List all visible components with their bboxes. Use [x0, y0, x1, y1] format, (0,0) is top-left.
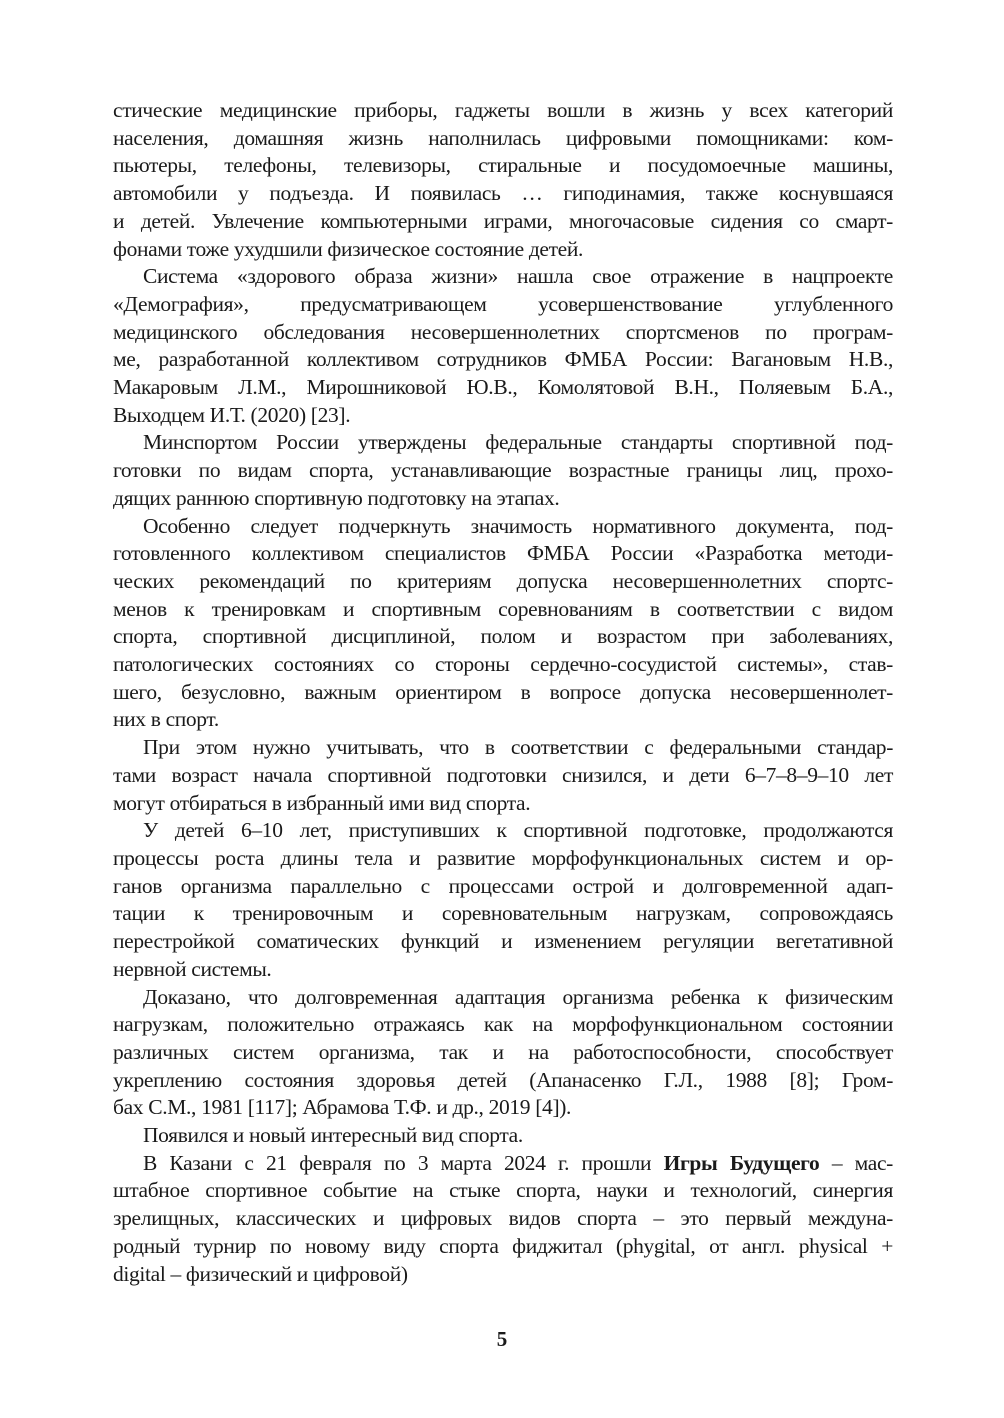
- text-line: «Демография», предусматривающем усовершенствование углубленного: [113, 291, 893, 316]
- text-line: различных систем организма, так и на работоспособности, способствует: [113, 1039, 893, 1064]
- page-number: 5: [496, 1327, 508, 1351]
- text-line: стические медицинские приборы, гаджеты вошли в жизнь у всех категорий: [113, 98, 893, 122]
- text-line: ческих рекомендаций по критериям допуска несовершеннолетних спортс-: [113, 568, 893, 593]
- text-line: зрелищных, классических и цифровых видов спорта – это первый междуна-: [113, 1206, 893, 1231]
- text-line: Система «здорового образа жизни» нашла свое отражение в нацпроекте: [143, 264, 893, 289]
- text-line: процессы роста длины тела и развитие морфофункциональных систем и ор-: [113, 845, 893, 870]
- text-line: них в спорт.: [113, 707, 219, 732]
- text-line: Появился и новый интересный вид спорта.: [143, 1123, 523, 1148]
- text-line: тации к тренировочным и соревновательным нагрузкам, сопровождаясь: [113, 901, 893, 926]
- text-line: [113, 1150, 893, 1178]
- text-segment: В Казани с 21 февраля по 3 марта 2024 г. прошли: [143, 1150, 664, 1175]
- paragraph: [113, 984, 893, 1123]
- text-line: медицинского обследования несовершеннолетних спортсменов по програм-: [113, 319, 893, 344]
- paragraph: [113, 97, 893, 263]
- text-line: автомобили у подъезда. И появилась … гиподинамия, также коснувшаяся: [113, 181, 893, 206]
- text-line: населения, домашняя жизнь наполнилась цифровыми помощниками: ком-: [113, 125, 893, 150]
- text-line: У детей 6–10 лет, приступивших к спортивной подготовке, продолжаются: [143, 818, 893, 843]
- text-line: дящих раннюю спортивную подготовку на этапах.: [113, 485, 560, 510]
- text-line: ганов организма параллельно с процессами острой и долговременной адап-: [113, 873, 893, 898]
- paragraph: [113, 1150, 893, 1289]
- paragraph: [113, 1122, 893, 1150]
- text-line: Выходцем И.Т. (2020) [23].: [113, 402, 351, 427]
- text-line: пьютеры, телефоны, телевизоры, стиральные и посудомоечные машины,: [113, 153, 893, 178]
- text-line: Особенно следует подчеркнуть значимость нормативного документа, под-: [143, 513, 893, 538]
- text-line: бах С.М., 1981 [117]; Абрамова Т.Ф. и др., 2019 [4]).: [113, 1095, 572, 1120]
- text-line: digital – физический и цифровой): [113, 1261, 408, 1286]
- text-line: готовки по видам спорта, устанавливающие возрастные границы лиц, прохо-: [113, 458, 893, 483]
- text-line: шего, безусловно, важным ориентиром в вопросе допуска несовершеннолет-: [113, 679, 893, 704]
- text-segment: – мас-: [819, 1150, 893, 1175]
- text-line: Минспортом России утверждены федеральные стандарты спортивной под-: [143, 430, 893, 455]
- text-line: ме, разработанной коллективом сотрудников ФМБА России: Вагановым Н.В.,: [113, 347, 893, 372]
- text-line: менов к тренировкам и спортивным соревнованиям в соответствии с видом: [113, 596, 893, 621]
- paragraph: [113, 734, 893, 817]
- text-line: фонами тоже ухудшили физическое состояние детей.: [113, 236, 584, 261]
- text-line: могут отбираться в избранный ими вид спорта.: [113, 790, 531, 815]
- page-body: [113, 97, 893, 1288]
- text-line: нагрузкам, положительно отражаясь как на морфофункциональном состоянии: [113, 1012, 893, 1037]
- bold-term: Игры Будущего: [663, 1150, 820, 1175]
- text-line: патологических состояниях со стороны сердечно-сосудистой системы», став-: [113, 652, 893, 677]
- text-line: штабное спортивное событие на стыке спорта, науки и технологий, синергия: [113, 1178, 893, 1203]
- text-line: При этом нужно учитывать, что в соответствии с федеральными стандар-: [143, 735, 893, 760]
- paragraph: [113, 817, 893, 983]
- paragraph: [113, 429, 893, 512]
- text-line: и детей. Увлечение компьютерными играми, многочасовые сидения со смарт-: [113, 208, 893, 233]
- text-line: родный турнир по новому виду спорта фиджитал (phygital, от англ. physical +: [113, 1233, 893, 1258]
- paragraph: [113, 513, 893, 735]
- text-line: готовленного коллективом специалистов ФМБА России «Разработка методи-: [113, 541, 893, 566]
- text-line: укреплению состояния здоровья детей (Апанасенко Г.Л., 1988 [8]; Гром-: [113, 1067, 893, 1092]
- paragraph: [113, 263, 893, 429]
- text-line: нервной системы.: [113, 956, 272, 981]
- text-line: спорта, спортивной дисциплиной, полом и возрастом при заболеваниях,: [113, 624, 893, 649]
- text-line: Макаровым Л.М., Мирошниковой Ю.В., Комолятовой В.Н., Поляевым Б.А.,: [113, 375, 893, 400]
- text-line: тами возраст начала спортивной подготовки снизился, и дети 6–7–8–9–10 лет: [113, 762, 893, 787]
- text-line: перестройкой соматических функций и изменением регуляции вегетативной: [113, 929, 893, 954]
- text-line: Доказано, что долговременная адаптация организма ребенка к физическим: [143, 984, 893, 1009]
